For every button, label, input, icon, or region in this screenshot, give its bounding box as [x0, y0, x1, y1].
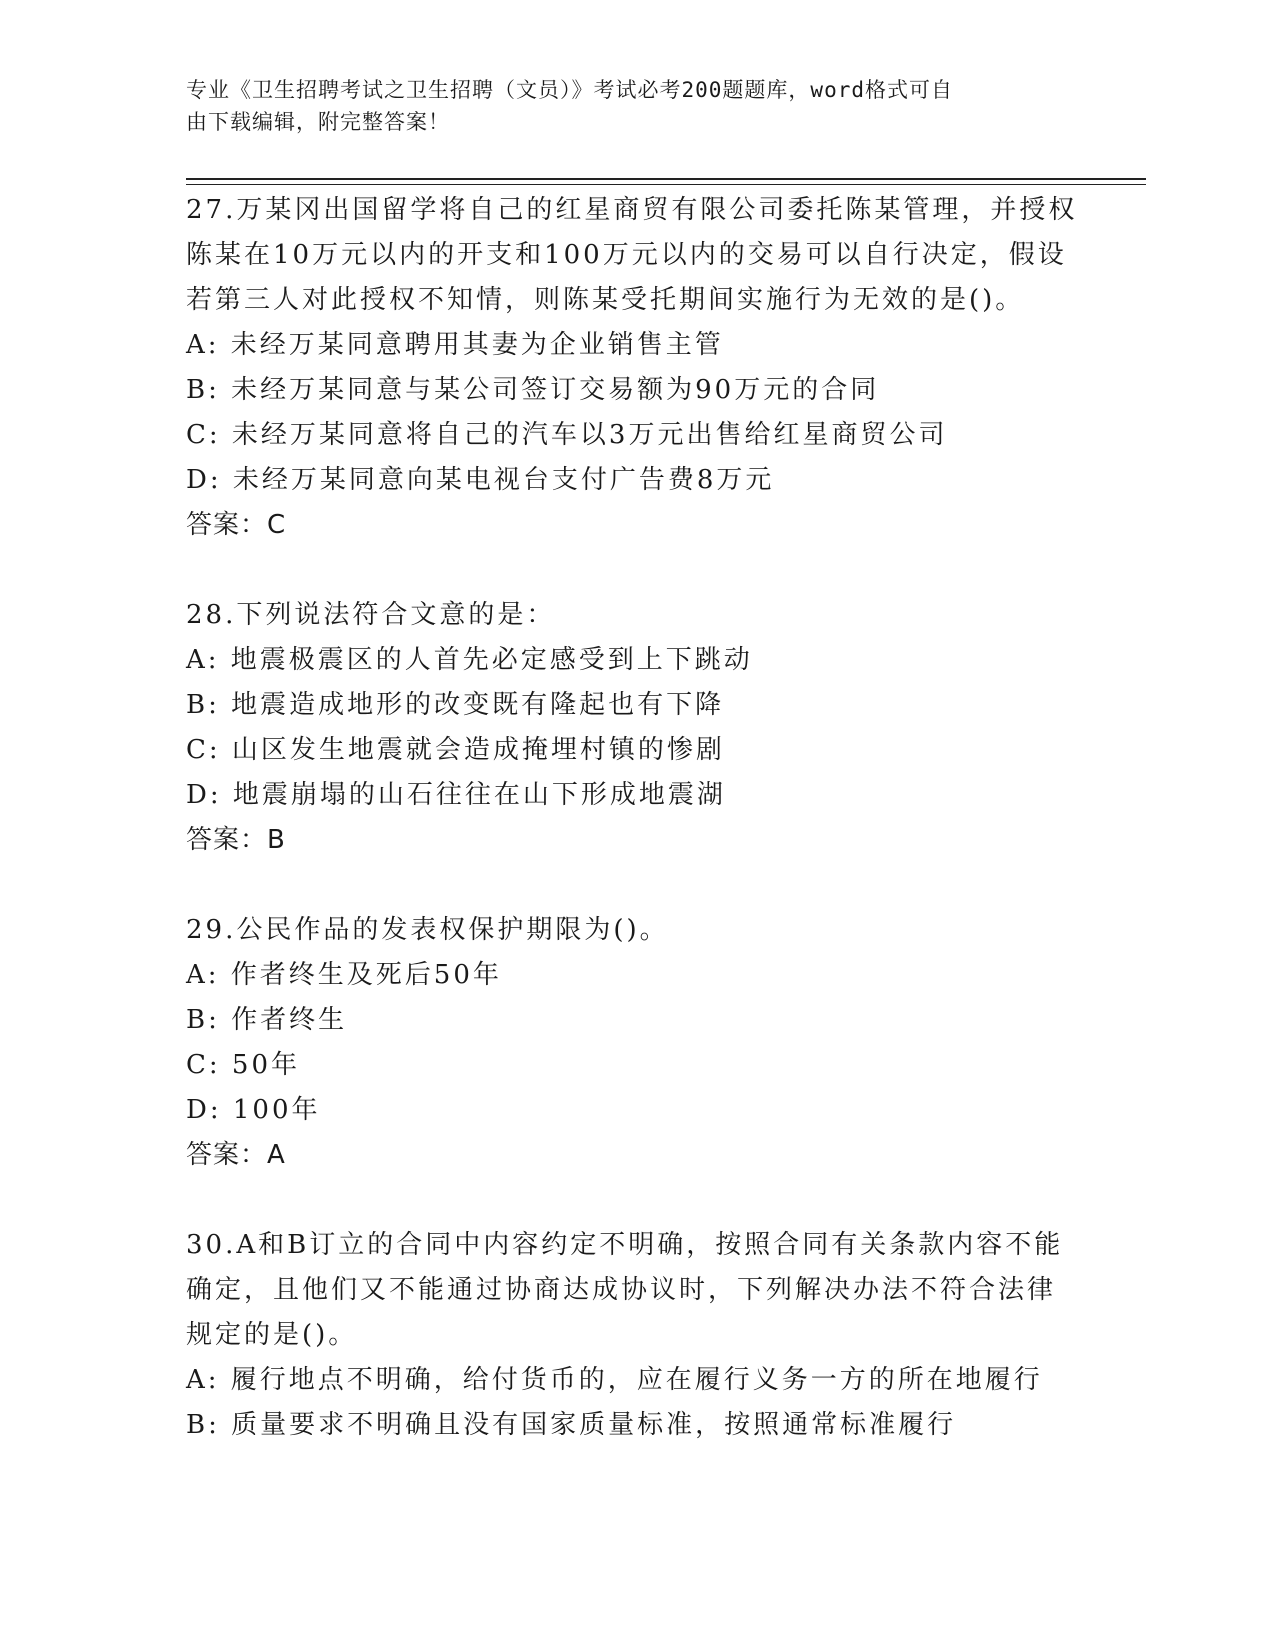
question-29: [186, 908, 1086, 1178]
question-stem-line: 27.万某冈出国留学将自己的红星商贸有限公司委托陈某管理，并授权: [186, 195, 1078, 225]
question-spacer: [186, 548, 1086, 593]
option-b: B: 作者终生: [186, 1005, 348, 1035]
answer-label: 答案：C: [186, 510, 287, 540]
option-a: A: 作者终生及死后50年: [186, 960, 502, 990]
option-a: A: 履行地点不明确，给付货币的，应在履行义务一方的所在地履行: [186, 1365, 1043, 1395]
header-rule-thin: [186, 184, 1146, 185]
option-b: B: 未经万某同意与某公司签订交易额为90万元的合同: [186, 375, 880, 405]
question-list: [186, 188, 1086, 1448]
option-d: D: 未经万某同意向某电视台支付广告费8万元: [186, 465, 775, 495]
question-stem-line: 若第三人对此授权不知情，则陈某受托期间实施行为无效的是()。: [186, 285, 1025, 315]
question-stem-line: 30.A和B订立的合同中内容约定不明确，按照合同有关条款内容不能: [186, 1230, 1064, 1260]
question-stem-line: 28.下列说法符合文意的是：: [186, 600, 556, 630]
question-spacer: [186, 863, 1086, 908]
document-header: [186, 74, 1066, 138]
header-rule-thick: [186, 178, 1146, 180]
header-line-2: 由下载编辑，附完整答案！: [186, 110, 450, 134]
question-spacer: [186, 1178, 1086, 1223]
option-c: C: 50年: [186, 1050, 301, 1080]
option-d: D: 地震崩塌的山石往往在山下形成地震湖: [186, 780, 726, 810]
answer-label: 答案：A: [186, 1140, 286, 1170]
option-b: B: 质量要求不明确且没有国家质量标准，按照通常标准履行: [186, 1410, 957, 1440]
question-28: [186, 593, 1086, 863]
option-a: A: 地震极震区的人首先必定感受到上下跳动: [186, 645, 753, 675]
question-stem-line: 陈某在10万元以内的开支和100万元以内的交易可以自行决定，假设: [186, 240, 1067, 270]
option-d: D: 100年: [186, 1095, 321, 1125]
option-b: B: 地震造成地形的改变既有隆起也有下降: [186, 690, 725, 720]
question-stem-line: 29.公民作品的发表权保护期限为()。: [186, 915, 669, 945]
option-c: C: 未经万某同意将自己的汽车以3万元出售给红星商贸公司: [186, 420, 948, 450]
option-a: A: 未经万某同意聘用其妻为企业销售主管: [186, 330, 724, 360]
question-27: [186, 188, 1086, 548]
question-30: [186, 1223, 1086, 1448]
option-c: C: 山区发生地震就会造成掩埋村镇的惨剧: [186, 735, 725, 765]
question-stem-line: 规定的是()。: [186, 1320, 358, 1350]
answer-label: 答案：B: [186, 825, 286, 855]
question-stem-line: 确定，且他们又不能通过协商达成协议时，下列解决办法不符合法律: [186, 1275, 1057, 1305]
header-line-1: 专业《卫生招聘考试之卫生招聘（文员）》考试必考200题题库，word格式可自: [186, 78, 953, 102]
